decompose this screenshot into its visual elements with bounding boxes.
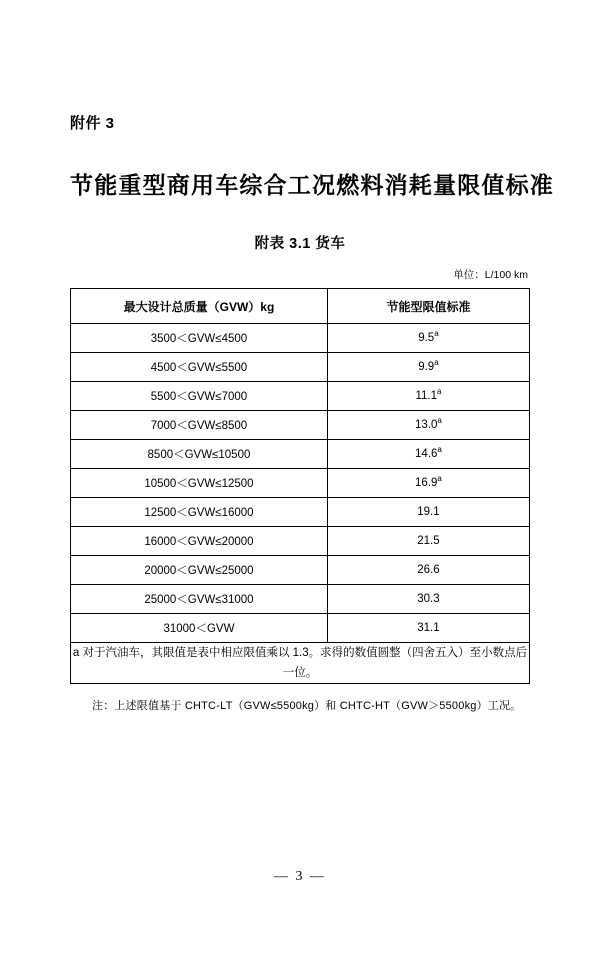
footnote-marker: a — [437, 416, 442, 426]
cell-gvw: 3500＜GVW≤4500 — [71, 324, 328, 353]
footnote-marker: a — [436, 387, 442, 397]
document-page — [0, 112, 600, 961]
page-number: — 3 — — [274, 869, 326, 884]
limit-value: 11.1 — [415, 390, 437, 402]
footnote-marker: a — [434, 329, 439, 339]
table-row — [71, 440, 530, 469]
table-note-row — [71, 643, 530, 684]
cell-limit — [327, 469, 529, 498]
cell-limit — [327, 411, 529, 440]
table-row — [71, 353, 530, 382]
cell-gvw: 12500＜GVW≤16000 — [71, 498, 328, 527]
cell-limit — [327, 585, 529, 614]
cell-limit — [327, 382, 529, 411]
limit-value: 19.1 — [417, 506, 440, 518]
cell-gvw: 10500＜GVW≤12500 — [71, 469, 328, 498]
limit-value: 14.6 — [415, 448, 438, 460]
cell-limit — [327, 614, 529, 643]
cell-gvw: 25000＜GVW≤31000 — [71, 585, 328, 614]
unit-note: 单位：L/100 km — [453, 269, 528, 281]
table-note: a 对于汽油车，其限值是表中相应限值乘以 1.3。求得的数值圆整（四舍五入）至小数点后一位。 — [71, 643, 530, 684]
cell-limit — [327, 440, 529, 469]
cell-gvw: 8500＜GVW≤10500 — [71, 440, 328, 469]
page-title: 节能重型商用车综合工况燃料消耗量限值标准 — [70, 172, 554, 198]
limit-value: 9.9 — [418, 361, 435, 373]
footnote-marker: a — [434, 358, 439, 368]
limit-value: 26.6 — [417, 564, 440, 576]
cell-limit — [327, 353, 529, 382]
cell-gvw: 16000＜GVW≤20000 — [71, 527, 328, 556]
table-row — [71, 382, 530, 411]
table-row — [71, 614, 530, 643]
table-row — [71, 585, 530, 614]
limit-value: 30.3 — [417, 593, 440, 605]
table-body — [71, 324, 530, 684]
attachment-label: 附件 3 — [70, 115, 115, 132]
column-header-limit: 节能型限值标准 — [327, 289, 529, 324]
table-row — [71, 527, 530, 556]
fuel-consumption-table — [70, 288, 530, 684]
cell-gvw: 5500＜GVW≤7000 — [71, 382, 328, 411]
footnote: 注：上述限值基于 CHTC-LT（GVW≤5500kg）和 CHTC-HT（GVW＞5500kg）工况。 — [92, 700, 522, 713]
limit-value: 31.1 — [417, 622, 440, 634]
table-row — [71, 324, 530, 353]
column-header-gvw: 最大设计总质量（GVW）kg — [71, 289, 328, 324]
table-header-row — [71, 289, 530, 324]
table-row — [71, 411, 530, 440]
cell-gvw: 20000＜GVW≤25000 — [71, 556, 328, 585]
table-row — [71, 498, 530, 527]
cell-limit — [327, 324, 529, 353]
cell-limit — [327, 556, 529, 585]
table-row — [71, 556, 530, 585]
cell-limit — [327, 527, 529, 556]
cell-limit — [327, 498, 529, 527]
footnote-marker: a — [437, 445, 442, 455]
limit-value: 21.5 — [417, 535, 440, 547]
limit-value: 9.5 — [418, 332, 435, 344]
cell-gvw: 4500＜GVW≤5500 — [71, 353, 328, 382]
footnote-marker: a — [437, 474, 442, 484]
limit-value: 13.0 — [415, 419, 438, 431]
table-row — [71, 469, 530, 498]
limit-value: 16.9 — [415, 477, 438, 489]
cell-gvw: 7000＜GVW≤8500 — [71, 411, 328, 440]
cell-gvw: 31000＜GVW — [71, 614, 328, 643]
table-caption: 附表 3.1 货车 — [254, 236, 346, 252]
